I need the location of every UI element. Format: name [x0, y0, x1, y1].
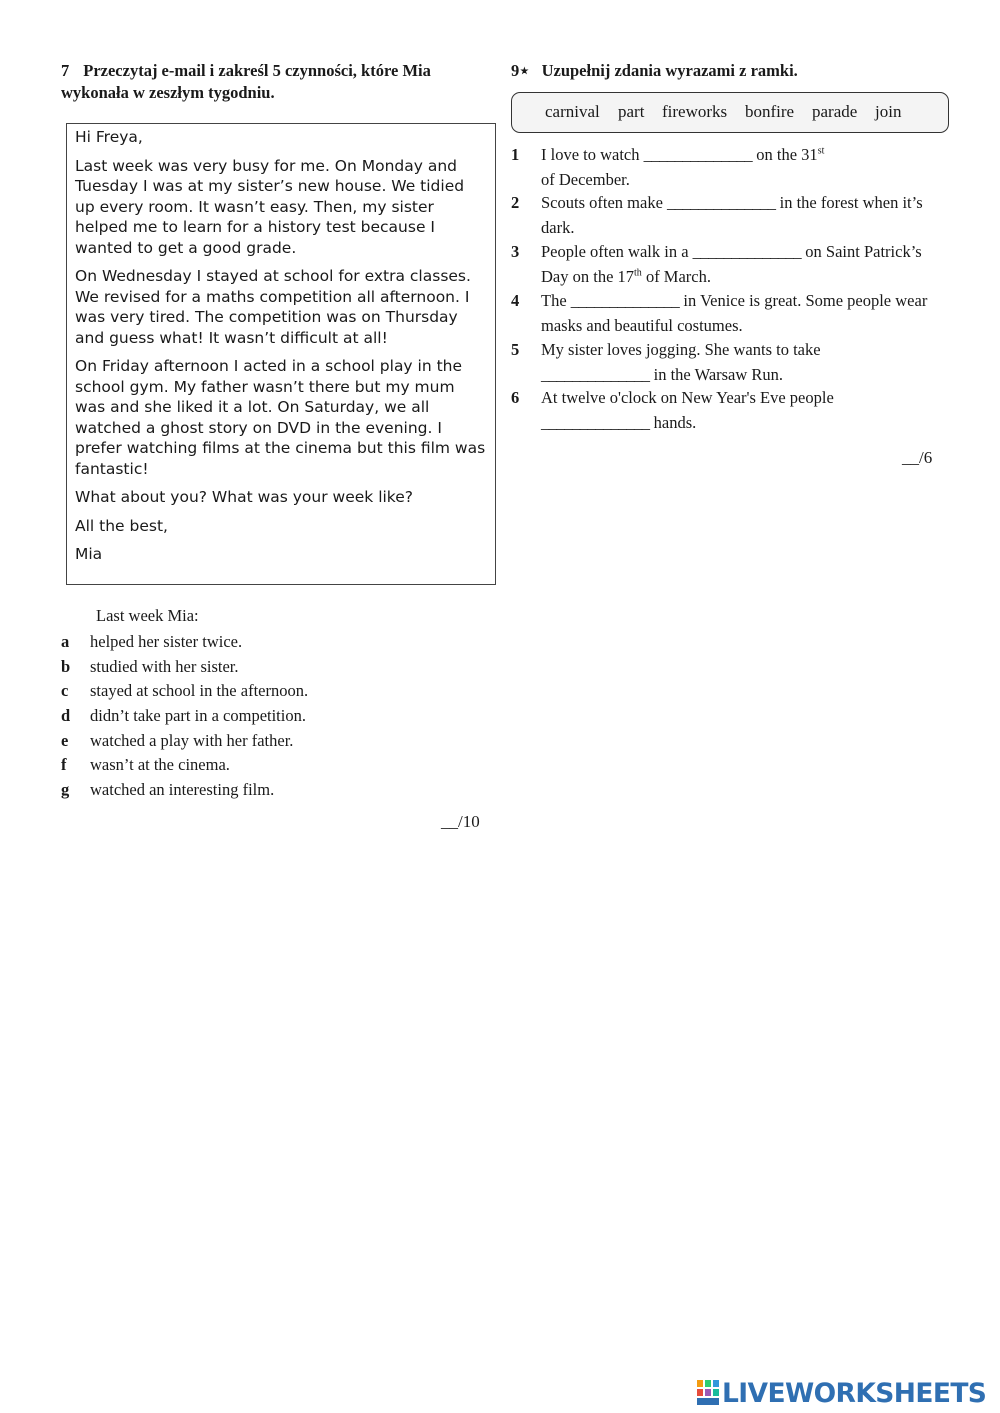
sentence-number: 1 [511, 145, 520, 164]
sentence-text: of December. [541, 169, 630, 189]
option-letter: d [61, 706, 71, 726]
sentence-text: Scouts often make [541, 193, 663, 212]
email-greeting: Hi Freya, [75, 128, 143, 146]
liveworksheets-logo-icon [697, 1380, 719, 1406]
option-letter: g [61, 780, 70, 800]
option-letter: f [61, 755, 67, 775]
option-item[interactable] [61, 779, 491, 804]
option-item[interactable] [61, 705, 491, 730]
exercise-7-number: 7 [61, 61, 70, 80]
email-signature: Mia [75, 545, 103, 563]
exercise-7-heading [61, 60, 491, 104]
option-letter: c [61, 681, 69, 701]
answer-blank[interactable]: ______________ [541, 412, 650, 432]
option-text: helped her sister twice. [90, 632, 243, 651]
option-item[interactable] [61, 680, 491, 705]
answer-blank[interactable]: ______________ [692, 242, 802, 261]
sentence-number: 6 [511, 388, 520, 407]
exercise-7-instruction: Przeczytaj e-mail i zakreśl 5 czynności, które Mia wykonała w zeszłym tygodniu. [61, 61, 431, 102]
email-box [66, 123, 496, 585]
email-paragraph: On Friday afternoon I acted in a school play in the school gym. My father wasn’t there but my mum was and she liked it a lot. On Saturday, we all watched a ghost story on DVD in the evening. I prefer watching films at the cinema but this film was fantastic! [75, 357, 486, 478]
sentence-number: 4 [511, 291, 520, 310]
sentence-text: The [541, 291, 567, 310]
option-letter: a [61, 632, 70, 651]
option-item[interactable] [61, 656, 491, 681]
sentence-number: 2 [511, 193, 520, 212]
word-option: bonfire [745, 102, 795, 121]
sentence-number: 3 [511, 242, 520, 261]
sentence-text: on the 31 [756, 145, 818, 164]
word-option: parade [812, 102, 858, 121]
word-option: carnival [545, 102, 600, 121]
options-intro: Last week Mia: [96, 606, 199, 625]
sentence-text: in Venice is great. Some people wear masks and beautiful costumes. [541, 291, 928, 335]
ordinal-suffix: st [817, 145, 825, 157]
email-closing: All the best, [75, 516, 168, 535]
option-item[interactable] [61, 754, 491, 779]
word-option: part [618, 102, 645, 121]
email-paragraph: Last week was very busy for me. On Monday and Tuesday I was at my sister’s new house. We tidied up every room. It wasn’t easy. Then, my sister helped me to learn for a history test because I wanted to get a good grade. [75, 156, 465, 257]
option-text: watched a play with her father. [90, 730, 294, 750]
sentence-text: in the Warsaw Run. [653, 364, 784, 384]
sentence-text: My sister loves jogging. She wants to take [541, 340, 821, 359]
option-item[interactable] [61, 730, 491, 755]
options-list [61, 631, 491, 804]
option-text: didn’t take part in a competition. [90, 706, 306, 726]
sentence-item [511, 338, 931, 387]
option-letter: e [61, 730, 69, 750]
ordinal-suffix: th [634, 267, 642, 278]
option-item[interactable] [61, 631, 491, 656]
exercise-9-number: 9 [511, 61, 520, 80]
sentence-text: of March. [645, 266, 711, 286]
option-letter: b [61, 656, 71, 676]
sentence-item [511, 386, 931, 435]
sentence-item [511, 191, 931, 240]
sentence-item [511, 289, 931, 338]
option-text: wasn’t at the cinema. [90, 755, 230, 775]
sentence-text: I love to watch [541, 145, 640, 164]
sentence-text: At twelve o'clock on New Year's Eve people [541, 388, 834, 407]
sentence-text: People often walk in a [541, 242, 689, 261]
option-text: stayed at school in the afternoon. [90, 681, 309, 701]
sentence-item [511, 143, 931, 192]
word-box [511, 92, 949, 133]
answer-blank[interactable]: ______________ [541, 364, 650, 384]
email-paragraph: On Wednesday I stayed at school for extra classes. We revised for a maths competition all afternoon. I was very tired. The competition was on Thursday and guess what! It wasn’t difficult at all! [75, 267, 471, 347]
exercise-7-score: __/10 [441, 812, 480, 831]
star-icon: ⋆ [519, 61, 530, 80]
word-option: join [875, 102, 902, 121]
logo-text: LIVEWORKSHEETS [722, 1377, 987, 1409]
email-paragraph: What about you? What was your week like? [75, 488, 413, 506]
option-text: studied with her sister. [90, 656, 239, 676]
sentence-text: in the forest when it’s dark. [541, 193, 923, 237]
answer-blank[interactable]: ______________ [643, 145, 753, 164]
exercise-9-score: __/6 [902, 448, 933, 467]
option-text: watched an interesting film. [90, 780, 275, 800]
sentence-item [511, 240, 931, 289]
sentence-number: 5 [511, 340, 520, 359]
exercise-9-heading [511, 60, 798, 82]
exercise-9-instruction: Uzupełnij zdania wyrazami z ramki. [541, 61, 798, 80]
word-option: fireworks [662, 102, 728, 121]
liveworksheets-logo [697, 1378, 986, 1408]
sentence-text: on Saint Patrick’s Day on the 17 [541, 242, 922, 286]
answer-blank[interactable]: ______________ [570, 291, 680, 310]
sentence-text: hands. [653, 412, 697, 432]
answer-blank[interactable]: ______________ [667, 193, 776, 212]
